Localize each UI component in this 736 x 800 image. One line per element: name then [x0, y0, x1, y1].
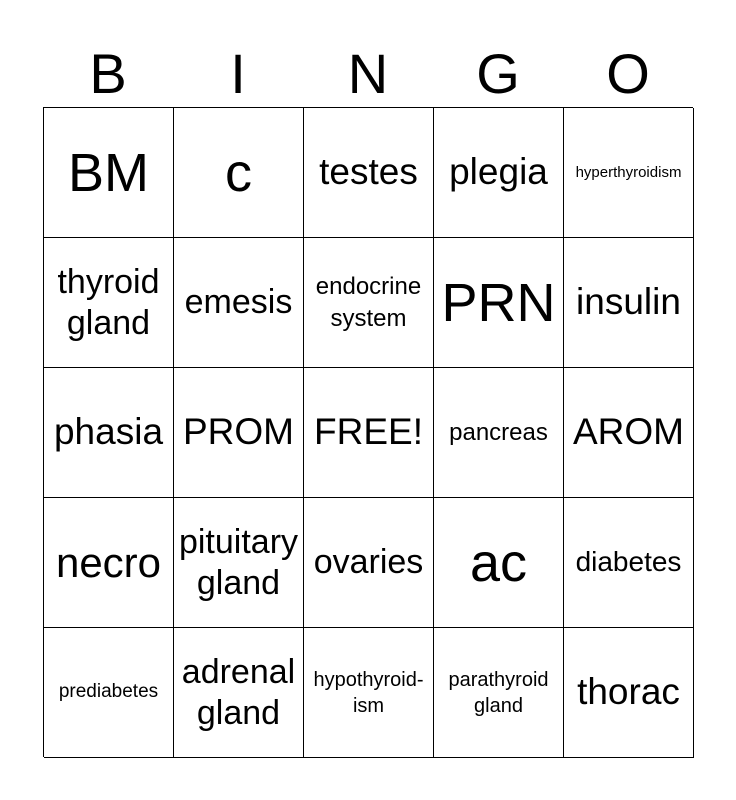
bingo-cell[interactable]: [174, 368, 304, 498]
cell-label: hypothyroid-ism: [313, 668, 424, 717]
bingo-cell[interactable]: [44, 498, 174, 628]
bingo-cell[interactable]: [174, 108, 304, 238]
bingo-cell[interactable]: [434, 108, 564, 238]
free-space[interactable]: [304, 368, 434, 498]
header-letter-i: I: [230, 42, 246, 105]
bingo-cell[interactable]: [434, 498, 564, 628]
bingo-cell[interactable]: [44, 368, 174, 498]
cell-label: insulin: [576, 281, 681, 323]
cell-label: AROM: [573, 411, 684, 453]
bingo-cell[interactable]: [44, 238, 174, 368]
bingo-cell[interactable]: [564, 628, 694, 758]
cell-label: ac: [469, 532, 528, 593]
header-letter-g: G: [476, 42, 520, 105]
cell-label: necro: [55, 538, 162, 586]
bingo-cell[interactable]: [434, 368, 564, 498]
cell-label: phasia: [53, 411, 164, 453]
cell-label: hyperthyroidism: [575, 163, 682, 181]
bingo-cell[interactable]: [564, 498, 694, 628]
bingo-cell[interactable]: [304, 628, 434, 758]
header-letter-n: N: [347, 42, 389, 105]
header-letter-b: B: [89, 42, 127, 105]
cell-label: pituitary gland: [178, 522, 299, 602]
cell-label: diabetes: [575, 546, 682, 578]
bingo-card: [43, 107, 693, 757]
bingo-cell[interactable]: [564, 238, 694, 368]
bingo-cell[interactable]: [304, 108, 434, 238]
header-letter-o: O: [606, 42, 650, 105]
bingo-cell[interactable]: [174, 238, 304, 368]
bingo-cell[interactable]: [44, 628, 174, 758]
bingo-cell[interactable]: [174, 628, 304, 758]
bingo-cell[interactable]: [174, 498, 304, 628]
cell-label: endocrine system: [315, 273, 422, 332]
bingo-cell[interactable]: [434, 238, 564, 368]
cell-label: parathyroid gland: [448, 668, 549, 717]
cell-label: PROM: [183, 411, 294, 453]
bingo-cell[interactable]: [564, 368, 694, 498]
cell-label: testes: [319, 151, 418, 193]
bingo-header: [43, 40, 693, 108]
cell-label: FREE!: [314, 411, 423, 453]
bingo-cell[interactable]: [434, 628, 564, 758]
cell-label: prediabetes: [58, 681, 159, 703]
bingo-cell[interactable]: [304, 238, 434, 368]
cell-label: pancreas: [449, 418, 548, 446]
cell-label: PRN: [441, 272, 556, 333]
cell-label: adrenal gland: [181, 652, 296, 732]
bingo-cell[interactable]: [304, 498, 434, 628]
cell-label: ovaries: [313, 543, 424, 582]
bingo-cell[interactable]: [564, 108, 694, 238]
cell-label: plegia: [449, 151, 548, 193]
cell-label: c: [225, 142, 252, 203]
cell-label: thorac: [577, 671, 680, 713]
cell-label: thyroid gland: [57, 262, 160, 342]
cell-label: emesis: [184, 283, 293, 322]
bingo-cell[interactable]: [44, 108, 174, 238]
cell-label: BM: [68, 142, 149, 203]
